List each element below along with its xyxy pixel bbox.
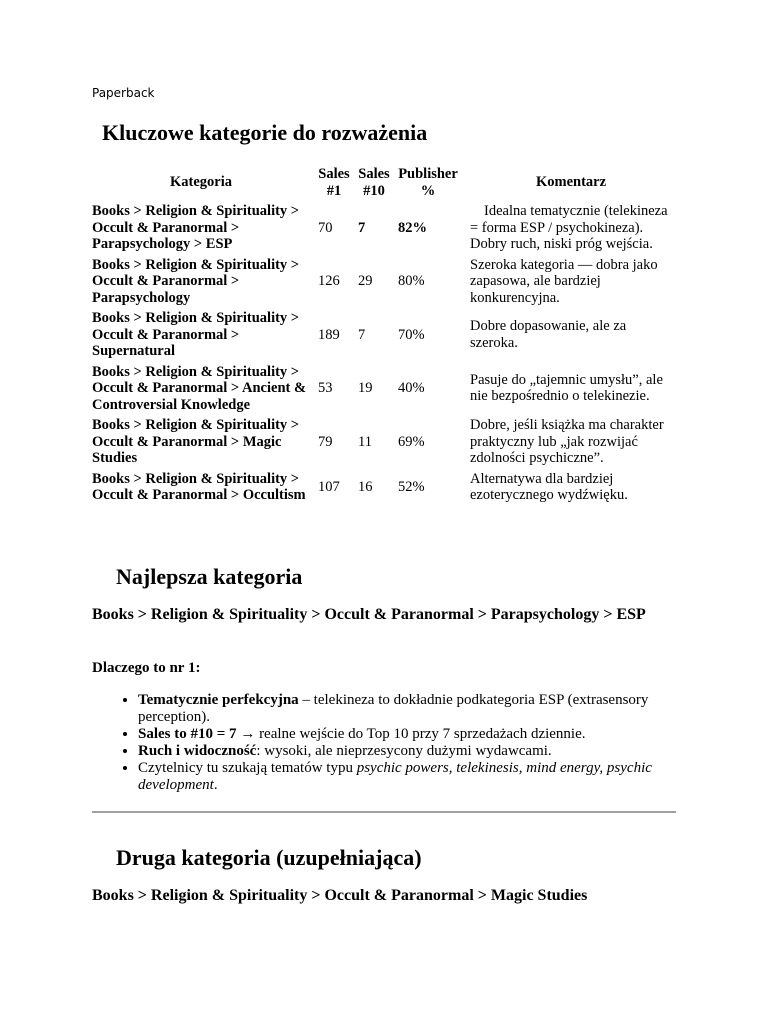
column-header-sales1: Sales #1: [318, 166, 350, 199]
table-row: [88, 362, 680, 416]
row-category: Books > Religion & Spirituality > Occult & Paranormal > Occultism: [92, 470, 306, 503]
column-header-sales10: Sales #10: [358, 166, 390, 199]
list-item: [138, 743, 718, 760]
row-sales10: 7: [358, 326, 366, 343]
row-category: Books > Religion & Spirituality > Occult & Paranormal > Parapsychology > ESP: [92, 203, 300, 252]
reason-tail: .: [213, 777, 218, 793]
format-label: Paperback: [92, 86, 155, 100]
row-publisher: 80%: [398, 273, 425, 289]
reason-text: – telekineza to dokładnie podkategoria ESP (extrasensory perception).: [138, 692, 649, 725]
row-sales1: 70: [318, 219, 333, 236]
list-item: [138, 726, 718, 743]
row-publisher: 70%: [398, 326, 425, 343]
reason-text: Czytelnicy tu szukają tematów typu: [138, 760, 357, 776]
list-item: [138, 692, 718, 726]
best-category-path: Books > Religion & Spirituality > Occult & Paranormal > Parapsychology > ESP: [92, 606, 646, 623]
list-item: [138, 760, 718, 794]
row-publisher: 52%: [398, 478, 425, 495]
row-comment: Dobre, jeśli książka ma charakter praktyczny lub „jak rozwijać zdolności psychiczne”.: [470, 417, 664, 466]
best-category-heading: Najlepsza kategoria: [116, 564, 303, 589]
categories-table: [88, 164, 680, 506]
row-sales10: 16: [358, 478, 373, 495]
row-sales1: 79: [318, 433, 333, 450]
row-category: Books > Religion & Spirituality > Occult & Paranormal > Parapsychology: [92, 256, 300, 306]
why-heading: Dlaczego to nr 1:: [92, 660, 201, 676]
row-comment: Dobre dopasowanie, ale za szeroka.: [470, 318, 627, 351]
column-header-category: Kategoria: [169, 174, 232, 191]
reason-italic: psychic powers, telekinesis, mind energy, psychic development: [138, 760, 652, 793]
reason-text: : wysoki, ale nieprzesycony dużymi wydawcami.: [256, 743, 552, 759]
table-header-row: [88, 164, 680, 201]
row-sales10: 19: [358, 380, 373, 396]
row-category: Books > Religion & Spirituality > Occult & Paranormal > Ancient & Controversial Knowledge: [92, 363, 307, 413]
second-category-path: Books > Religion & Spirituality > Occult & Paranormal > Magic Studies: [92, 887, 588, 904]
row-sales10: 29: [358, 273, 373, 289]
table-row: [88, 415, 680, 469]
row-sales1: 53: [318, 380, 333, 396]
row-category: Books > Religion & Spirituality > Occult & Paranormal > Magic Studies: [92, 417, 300, 466]
table-row: [88, 469, 680, 506]
second-category-heading: Druga kategoria (uzupełniająca): [116, 845, 422, 870]
reasons-list: [92, 692, 718, 794]
row-sales1: 107: [318, 478, 340, 495]
arrow-icon: →: [240, 726, 256, 742]
row-sales1: 126: [318, 273, 340, 289]
table-row: [88, 255, 680, 309]
row-sales10: 11: [358, 433, 372, 450]
reason-bold: Ruch i widoczność: [138, 743, 257, 759]
column-header-comment: Komentarz: [535, 174, 607, 191]
row-sales1: 189: [318, 326, 340, 343]
table-row: [88, 201, 680, 255]
reason-bold: Tematycznie perfekcyjna: [138, 692, 299, 708]
reason-text: realne wejście do Top 10 przy 7 sprzedażach dziennie.: [255, 726, 586, 742]
row-publisher: 40%: [398, 380, 425, 396]
row-comment: Szeroka kategoria — dobra jako zapasowa, ale bardziej konkurencyjna.: [470, 256, 658, 306]
row-sales10: 7: [358, 219, 366, 236]
key-categories-heading: Kluczowe kategorie do rozważenia: [102, 120, 428, 145]
row-category: Books > Religion & Spirituality > Occult & Paranormal > Supernatural: [92, 310, 300, 359]
row-comment: Pasuje do „tajemnic umysłu”, ale nie bezpośrednio o telekinezie.: [470, 371, 663, 405]
column-header-publisher: Publisher %: [398, 166, 458, 199]
table-row: [88, 308, 680, 362]
row-publisher: 69%: [398, 433, 425, 450]
section-divider: [92, 811, 676, 813]
row-comment: Alternatywa dla bardziej ezoterycznego wydźwięku.: [470, 470, 628, 503]
row-publisher: 82%: [398, 219, 427, 236]
reason-bold: Sales to #10 = 7: [138, 726, 237, 742]
row-comment: Idealna tematycznie (telekineza = forma ESP / psychokineza). Dobry ruch, niski próg wejścia.: [470, 203, 668, 252]
